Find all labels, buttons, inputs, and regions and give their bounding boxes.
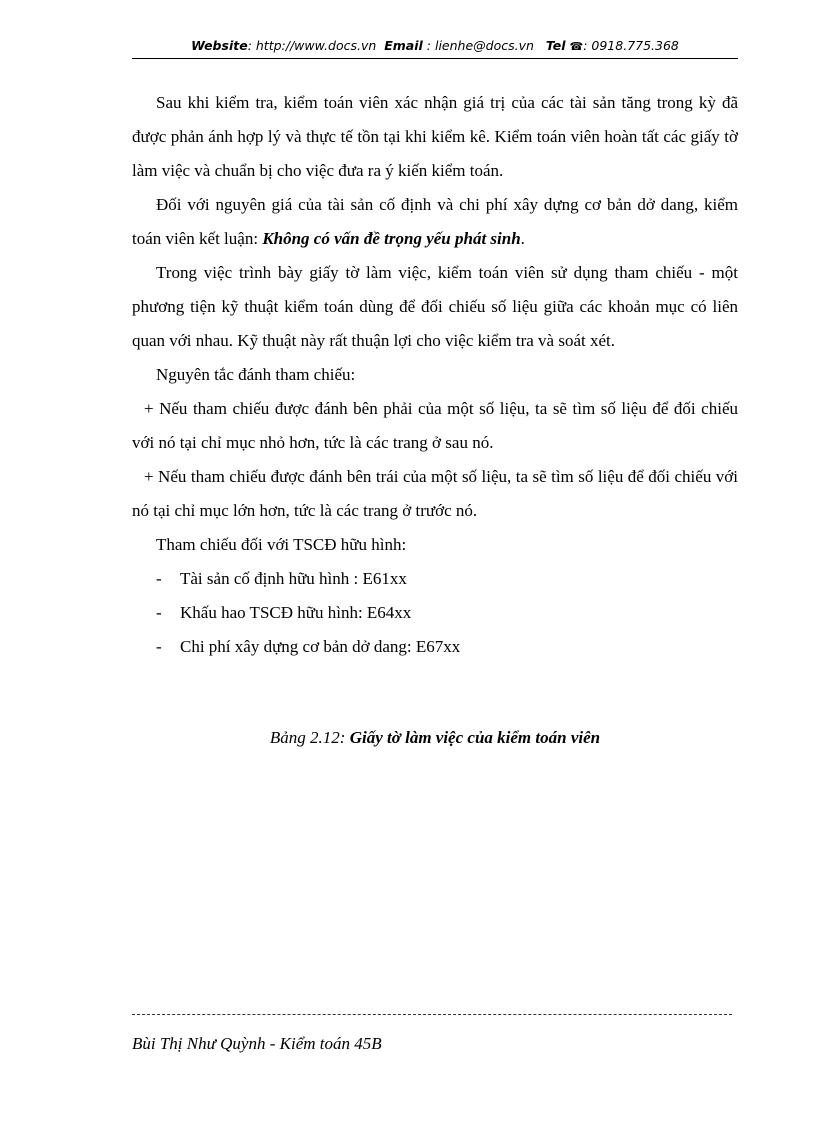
caption-label: Bảng 2.12:	[269, 728, 350, 747]
document-body	[132, 86, 738, 664]
paragraph-1: Sau khi kiểm tra, kiểm toán viên xác nhận giá trị của các tài sản tăng trong kỳ đã được phản ánh hợp lý và thực tế tồn tại khi kiểm kê. Kiểm toán viên hoàn tất các giấy tờ làm việc và chuẩn bị cho việc đưa ra ý kiến kiểm toán.	[132, 93, 738, 180]
list-dash: -	[156, 637, 162, 656]
list-item	[132, 562, 738, 596]
page-header	[132, 38, 738, 59]
paragraph-2	[132, 188, 738, 256]
table-caption	[0, 728, 816, 748]
footer-author: Bùi Thị Như Quỳnh - Kiểm toán 45B	[132, 1034, 382, 1053]
tel-label: Tel	[545, 38, 566, 53]
caption-title: Giấy tờ làm việc của kiểm toán viên	[349, 728, 601, 747]
website-value: : http://www.docs.vn	[247, 38, 377, 53]
website-label: Website	[191, 38, 248, 53]
paragraph-7: Tham chiếu đối với TSCĐ hữu hình:	[156, 535, 407, 554]
paragraph-2-end: .	[520, 229, 525, 248]
list-item	[132, 630, 738, 664]
paragraph-2-text: Đối với nguyên giá của tài sản cố định và chi phí xây dựng cơ bản dở dang, kiểm toán viên kết luận:	[132, 195, 738, 248]
list-item-text: Chi phí xây dựng cơ bản dở dang: E67xx	[180, 637, 461, 656]
email-label: Email	[384, 38, 423, 53]
list-item-text: Tài sản cố định hữu hình : E61xx	[180, 569, 407, 588]
conclusion-emphasis: Không có vấn đề trọng yếu phát sinh	[262, 229, 521, 248]
paragraph-3: Trong việc trình bày giấy tờ làm việc, kiểm toán viên sử dụng tham chiếu - một phương tiện kỹ thuật kiểm toán dùng để đối chiếu số liệu giữa các khoản mục có liên quan với nhau. Kỹ thuật này rất thuận lợi cho việc kiểm tra và soát xét.	[132, 263, 738, 350]
email-value: : lienhe@docs.vn	[426, 38, 534, 53]
list-item-text: Khấu hao TSCĐ hữu hình: E64xx	[180, 603, 412, 622]
list-dash: -	[156, 569, 162, 588]
rule-right-reference: + Nếu tham chiếu được đánh bên phải của một số liệu, ta sẽ tìm số liệu để đối chiếu với nó tại chỉ mục nhỏ hơn, tức là các trang ở sau nó.	[132, 399, 738, 452]
phone-icon: ☎	[569, 40, 584, 53]
footer-divider	[132, 1014, 732, 1016]
rule-left-reference: + Nếu tham chiếu được đánh bên trái của một số liệu, ta sẽ tìm số liệu để đối chiếu với nó tại chỉ mục lớn hơn, tức là các trang ở trước nó.	[132, 467, 738, 520]
list-dash: -	[156, 603, 162, 622]
paragraph-4: Nguyên tắc đánh tham chiếu:	[156, 365, 356, 384]
tel-value: : 0918.775.368	[583, 38, 679, 53]
list-item	[132, 596, 738, 630]
